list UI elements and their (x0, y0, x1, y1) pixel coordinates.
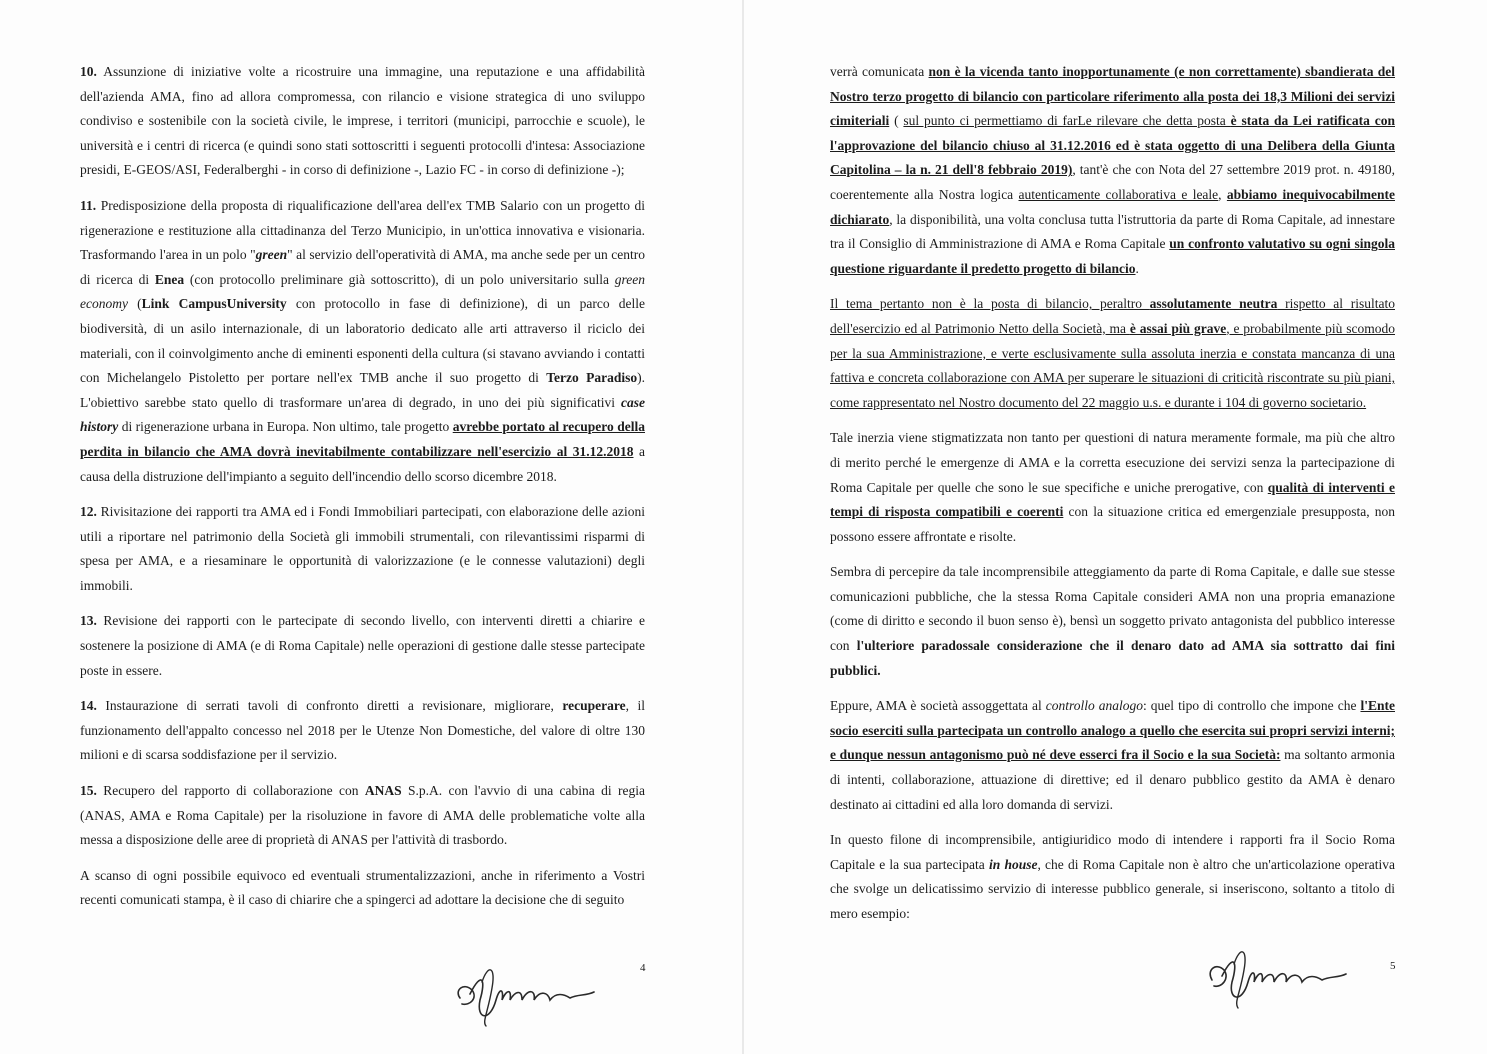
signature-image (1204, 940, 1354, 1010)
paragraph-bilancio: verrà comunicata non è la vicenda tanto inopportunamente (e non correttamente) sbandierata del Nostro terzo progetto di bilancio con particolare riferimento alla posta dei 18,3 Milioni dei servizi cimiteriali ( sul punto ci permettiamo di farLe rilevare che detta posta è stata da Lei ratificata con l'approvazione del bilancio chiuso al 31.12.2016 ed è stata oggetto di una Delibera della Giunta Capitolina – la n. 21 dell'8 febbraio 2019), tant'è che con Nota del 27 settembre 2019 prot. n. 49180, coerentemente alla Nostra logica autenticamente collaborativa e leale, abbiamo inequivocabilmente dichiarato, la disponibilità, una volta conclusa tutta l'istruttoria da parte di Roma Capitale, ad innestare tra il Consiglio di Amministrazione di AMA e Roma Capitale un confronto valutativo su ogni singola questione riguardante il predetto progetto di bilancio. (830, 64, 1396, 276)
page-5 (744, 0, 1487, 1054)
page-4-text (80, 60, 645, 924)
paragraph-15: 15. Recupero del rapporto di collaborazione con ANAS S.p.A. con l'avvio di una cabina di regia (ANAS, AMA e Roma Capitale) per la risoluzione in favore di AMA delle problematiche volte alla messa a disposizione delle aree di proprietà di ANAS per l'attività di trasbordo. (80, 783, 645, 848)
paragraph-conclusion: A scanso di ogni possibile equivoco ed eventuali strumentalizzazioni, anche in riferimento a Vostri recenti comunicati stampa, è il caso di chiarire che a spingerci ad adottare la decisione che di seguito (80, 867, 645, 908)
page-5-text (830, 60, 1395, 938)
signature-image (452, 960, 602, 1030)
paragraph-percepire: Sembra di percepire da tale incomprensibile atteggiamento da parte di Roma Capitale, e dalle sue stesse comunicazioni pubbliche, che la stessa Roma Capitale consideri AMA non una propria emanazione (come di diritto e secondo il buon senso è), bensì un soggetto privato antagonista del pubblico interesse con l'ulteriore paradossale considerazione che il denaro dato ad AMA sia sottratto dai fini pubblici. (830, 564, 1395, 678)
paragraph-tema: Il tema pertanto non è la posta di bilancio, peraltro assolutamente neutra rispetto al risultato dell'esercizio ed al Patrimonio Netto della Società, ma è assai più grave, e probabilmente più scomodo per la sua Amministrazione, e verte esclusivamente sulla assoluta inerzia e constata mancanza di una fattiva e concreta collaborazione con AMA per superare le situazioni di criticità riscontrate su più piani, come rappresentato nel Nostro documento del 22 maggio u.s. e durante i 104 di governo societario. (830, 296, 1395, 410)
paragraph-controllo-analogo: Eppure, AMA è società assoggettata al controllo analogo: quel tipo di controllo che impone che l'Ente socio eserciti sulla partecipata un controllo analogo a quello che esercita sui propri servizi interni; e dunque nessun antagonismo può né deve esserci fra il Socio e la sua Società: ma soltanto armonia di intenti, collaborazione, attuazione di direttive; ed il denaro pubblico gestito da AMA è denaro destinato ai cittadini ed alla loro domanda di servizi. (830, 698, 1395, 812)
page-4 (0, 0, 743, 1054)
paragraph-inerzia: Tale inerzia viene stigmatizzata non tanto per questioni di natura meramente formale, ma più che altro di merito perché le emergenze di AMA e la corretta esecuzione dei servizi senza la partecipazione di Roma Capitale per quelle che sono le sue specifiche e uniche prerogative, con qualità di interventi e tempi di risposta compatibili e coerenti con la situazione critica ed emergenziale presupposta, non possono essere affrontate e risolte. (830, 430, 1396, 544)
page-number: 5 (1390, 960, 1396, 972)
paragraph-14: 14. Instaurazione di serrati tavoli di confronto diretti a revisionare, migliorare, recuperare, il funzionamento dell'appalto concesso nel 2018 per le Utenze Non Domestiche, del valore di oltre 130 milioni e di scarsa soddisfazione per il servizio. (80, 698, 645, 763)
paragraph-10: 10. Assunzione di iniziative volte a ricostruire una immagine, una reputazione e una affidabilità dell'azienda AMA, fino ad allora compromessa, con rilancio e visione strategica di uno sviluppo condiviso e sostenibile con la società civile, le imprese, i territori (municipi, parrocchie e scuole), le università e i centri di ricerca (e quindi sono stati sottoscritti i seguenti protocolli d'intesa: Associazione presidi, E-GEOS/ASI, Federalberghi - in corso di definizione -, Lazio FC - in corso di definizione -); (80, 64, 645, 178)
paragraph-11: 11. Predisposizione della proposta di riqualificazione dell'area dell'ex TMB Salario con un progetto di rigenerazione e restituzione alla cittadinanza del Terzo Municipio, in un'ottica innovativa e visionaria. Trasformando l'area in un polo "green" al servizio dell'operatività di AMA, ma anche sede per un centro di ricerca di Enea (con protocollo preliminare già sottoscritto), di un polo universitario sulla green economy (Link CampusUniversity con protocollo in fase di definizione), di un parco delle biodiversità, di un asilo internazionale, di un laboratorio dedicato alle arti attraverso il riciclo dei materiali, con il coinvolgimento anche di eminenti esponenti della cultura (si stavano avviando i contatti con Michelangelo Pistoletto per portare nell'ex TMB anche il suo progetto di Terzo Paradiso). L'obiettivo sarebbe stato quello di trasformare un'area di degrado, in uno dei più significativi case history di rigenerazione urbana in Europa. Non ultimo, tale progetto avrebbe portato al recupero della perdita in bilancio che AMA dovrà inevitabilmente contabilizzare nell'esercizio al 31.12.2018 a causa della distruzione dell'impianto a seguito dell'incendio dello scorso dicembre 2018. (80, 197, 646, 484)
paragraph-13: 13. Revisione dei rapporti con le partecipate di secondo livello, con interventi diretti a chiarire e sostenere la posizione di AMA (e di Roma Capitale) nelle operazioni di gestione dalle stesse partecipate poste in essere. (80, 613, 645, 678)
paragraph-12: 12. Rivisitazione dei rapporti tra AMA ed i Fondi Immobiliari partecipati, con elaborazione delle azioni utili a riportare nel patrimonio della Società gli immobili strumentali, con rilevantissimi risparmi di spesa per AMA, e a riesaminare le opportunità di valorizzazione (e le connesse valutazioni) degli immobili. (80, 504, 645, 593)
page-number: 4 (640, 962, 646, 974)
paragraph-filone: In questo filone di incomprensibile, antigiuridico modo di intendere i rapporti fra il Socio Roma Capitale e la sua partecipata in house, che di Roma Capitale non è altro che un'articolazione operativa che svolge un delicatissimo servizio di interesse pubblico generale, si inseriscono, soltanto a titolo di mero esempio: (830, 832, 1395, 921)
underlined-bilancio-2018: avrebbe portato al recupero della perdita in bilancio che AMA dovrà inevitabilmente contabilizzare nell'esercizio al 31.12.2018 (80, 419, 645, 459)
